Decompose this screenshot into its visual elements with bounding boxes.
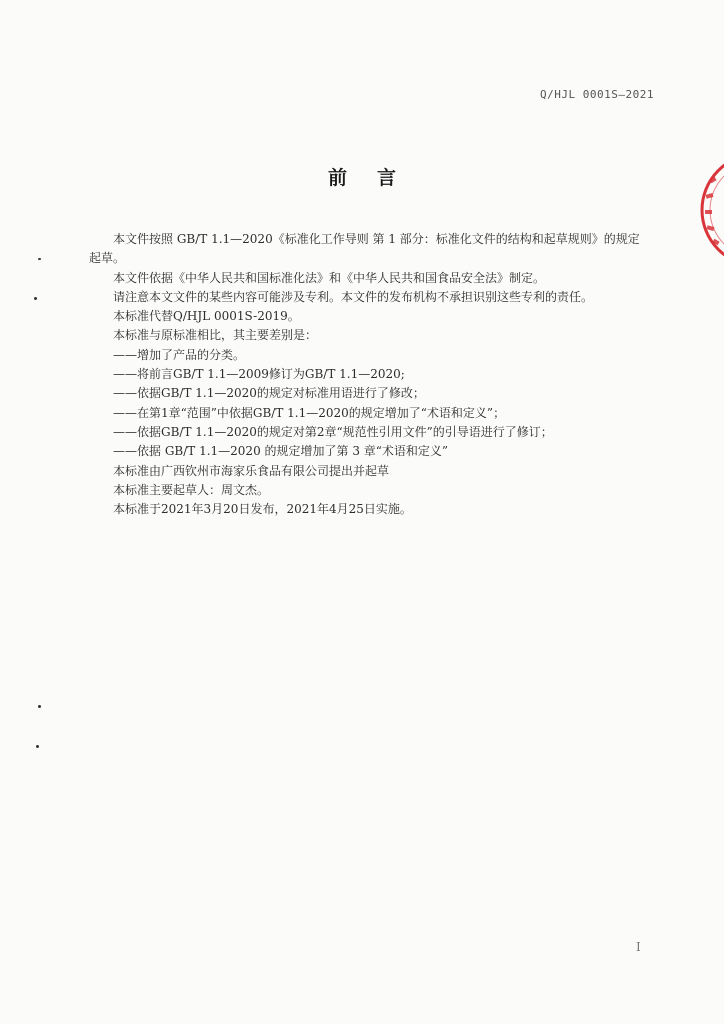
page-number: I	[636, 940, 641, 954]
scan-speck	[38, 258, 41, 260]
list-item: ——依据 GB/T 1.1—2020 的规定增加了第 3 章“术语和定义”	[113, 444, 449, 459]
paragraph-drafter: 本标准主要起草人：周文杰。	[113, 482, 270, 497]
scan-speck	[36, 745, 39, 748]
paragraph-dates: 本标准于2021年3月20日发布，2021年4月25日实施。	[113, 502, 412, 517]
paragraph-2: 本文件依据《中华人民共和国标准化法》和《中华人民共和国食品安全法》制定。	[113, 270, 546, 285]
list-item: ——依据GB/T 1.1—2020的规定对第2章“规范性引用文件”的引导语进行了修订；	[113, 424, 553, 439]
list-item: ——增加了产品的分类。	[113, 347, 246, 362]
list-item: ——将前言GB/T 1.1—2009修订为GB/T 1.1—2020;	[113, 367, 405, 382]
document-body	[89, 230, 641, 519]
paragraph-1: 本文件按照 GB/T 1.1—2020《标准化工作导则 第 1 部分：标准化文件的结构和起草规则》的规定起草。	[89, 232, 640, 266]
paragraph-proposer: 本标准由广西钦州市海家乐食品有限公司提出并起草	[113, 463, 390, 478]
list-item: ——在第1章“范围”中依据GB/T 1.1—2020的规定增加了“术语和定义”；	[113, 405, 506, 420]
document-code: Q/HJL 0001S—2021	[540, 88, 654, 101]
paragraph-4: 本标准代替Q/HJL 0001S-2019。	[113, 309, 300, 324]
paragraph-3: 请注意本文文件的某些内容可能涉及专利。本文件的发布机构不承担识别这些专利的责任。	[113, 289, 594, 304]
scan-speck	[34, 297, 37, 300]
company-seal-icon	[696, 148, 724, 278]
scan-speck	[38, 705, 41, 708]
page-title: 前言	[327, 167, 426, 189]
list-item: ——依据GB/T 1.1—2020的规定对标准用语进行了修改；	[113, 386, 425, 401]
paragraph-5: 本标准与原标准相比，其主要差别是：	[113, 328, 318, 343]
